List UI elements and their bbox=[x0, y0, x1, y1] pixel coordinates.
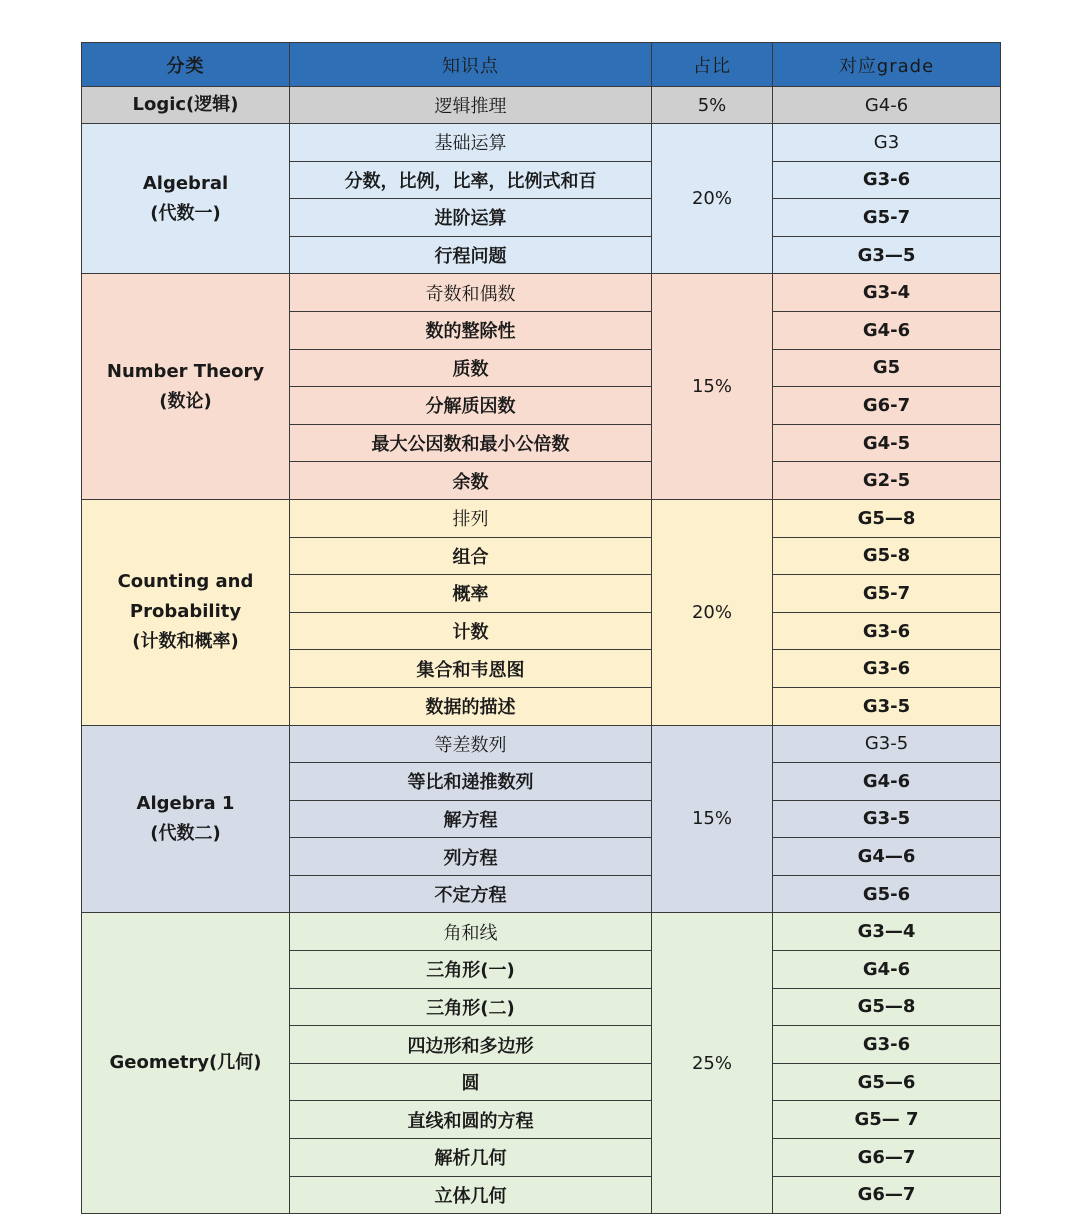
grade-cell: G3-5 bbox=[773, 687, 1001, 725]
topic-cell: 最大公因数和最小公倍数 bbox=[290, 424, 652, 462]
grade-cell: G3-4 bbox=[773, 274, 1001, 312]
category-line: Algebral bbox=[142, 172, 229, 194]
topic-cell: 解方程 bbox=[290, 800, 652, 838]
header-grade: 对应grade bbox=[773, 43, 1001, 87]
table-row bbox=[82, 274, 1001, 312]
table-row bbox=[82, 124, 1001, 162]
grade-cell: G5-6 bbox=[773, 875, 1001, 913]
category-cell bbox=[82, 725, 290, 913]
topic-cell: 数据的描述 bbox=[290, 687, 652, 725]
category-line: Number Theory bbox=[106, 360, 265, 382]
topic-cell: 角和线 bbox=[290, 913, 652, 951]
category-line: (代数一) bbox=[150, 202, 221, 224]
topic-cell: 奇数和偶数 bbox=[290, 274, 652, 312]
topic-cell: 三角形(二) bbox=[290, 988, 652, 1026]
table-body bbox=[82, 87, 1001, 1214]
topic-cell: 余数 bbox=[290, 462, 652, 500]
grade-cell: G3-5 bbox=[773, 725, 1001, 763]
grade-cell: G3-6 bbox=[773, 161, 1001, 199]
topic-cell: 等比和递推数列 bbox=[290, 763, 652, 801]
grade-cell: G5—8 bbox=[773, 988, 1001, 1026]
grade-cell: G5—6 bbox=[773, 1063, 1001, 1101]
category-line: Algebra 1 bbox=[136, 792, 235, 814]
grade-cell: G5 bbox=[773, 349, 1001, 387]
category-line: (计数和概率) bbox=[132, 631, 239, 653]
share-cell: 15% bbox=[652, 274, 773, 500]
share-cell: 20% bbox=[652, 124, 773, 274]
grade-cell: G4-6 bbox=[773, 763, 1001, 801]
grade-cell: G6—7 bbox=[773, 1176, 1001, 1214]
category-line: Probability bbox=[129, 601, 242, 623]
grade-cell: G3-6 bbox=[773, 1026, 1001, 1064]
topic-cell: 行程问题 bbox=[290, 236, 652, 274]
grade-cell: G4-6 bbox=[773, 87, 1001, 124]
topic-cell: 质数 bbox=[290, 349, 652, 387]
share-cell: 5% bbox=[652, 87, 773, 124]
topic-cell: 不定方程 bbox=[290, 875, 652, 913]
grade-cell: G3-5 bbox=[773, 800, 1001, 838]
topic-cell: 列方程 bbox=[290, 838, 652, 876]
grade-cell: G4-6 bbox=[773, 951, 1001, 989]
table-row bbox=[82, 725, 1001, 763]
share-cell: 15% bbox=[652, 725, 773, 913]
header-category: 分类 bbox=[82, 43, 290, 87]
header-row bbox=[82, 43, 1001, 87]
grade-cell: G3-6 bbox=[773, 612, 1001, 650]
grade-cell: G3—4 bbox=[773, 913, 1001, 951]
grade-cell: G4-5 bbox=[773, 424, 1001, 462]
topic-cell: 基础运算 bbox=[290, 124, 652, 162]
category-cell: Logic(逻辑) bbox=[82, 87, 290, 124]
curriculum-table bbox=[81, 42, 1001, 1214]
category-line: Geometry(几何) bbox=[109, 1052, 262, 1074]
topic-cell: 集合和韦恩图 bbox=[290, 650, 652, 688]
topic-cell: 立体几何 bbox=[290, 1176, 652, 1214]
topic-cell: 圆 bbox=[290, 1063, 652, 1101]
share-cell: 25% bbox=[652, 913, 773, 1214]
table-row bbox=[82, 913, 1001, 951]
grade-cell: G3—5 bbox=[773, 236, 1001, 274]
grade-cell: G5—8 bbox=[773, 499, 1001, 537]
category-cell bbox=[82, 274, 290, 500]
category-line: (代数二) bbox=[150, 822, 221, 844]
grade-cell: G4-6 bbox=[773, 311, 1001, 349]
grade-cell: G2-5 bbox=[773, 462, 1001, 500]
topic-cell: 计数 bbox=[290, 612, 652, 650]
topic-cell: 解析几何 bbox=[290, 1139, 652, 1177]
topic-cell: 进阶运算 bbox=[290, 199, 652, 237]
topic-cell: 组合 bbox=[290, 537, 652, 575]
category-cell bbox=[82, 124, 290, 274]
table-row bbox=[82, 499, 1001, 537]
grade-cell: G6-7 bbox=[773, 387, 1001, 425]
header-topic: 知识点 bbox=[290, 43, 652, 87]
table-row bbox=[82, 87, 1001, 124]
topic-cell: 分解质因数 bbox=[290, 387, 652, 425]
grade-cell: G3-6 bbox=[773, 650, 1001, 688]
topic-cell: 直线和圆的方程 bbox=[290, 1101, 652, 1139]
grade-cell: G6—7 bbox=[773, 1139, 1001, 1177]
topic-cell: 分数，比例，比率，比例式和百 bbox=[290, 161, 652, 199]
grade-cell: G5-8 bbox=[773, 537, 1001, 575]
grade-cell: G5— 7 bbox=[773, 1101, 1001, 1139]
category-line: (数论) bbox=[159, 390, 212, 412]
category-line: Counting and bbox=[117, 571, 254, 593]
topic-cell: 数的整除性 bbox=[290, 311, 652, 349]
grade-cell: G4—6 bbox=[773, 838, 1001, 876]
topic-cell: 四边形和多边形 bbox=[290, 1026, 652, 1064]
topic-cell: 概率 bbox=[290, 575, 652, 613]
topic-cell: 等差数列 bbox=[290, 725, 652, 763]
topic-cell: 逻辑推理 bbox=[290, 87, 652, 124]
grade-cell: G3 bbox=[773, 124, 1001, 162]
category-cell bbox=[82, 499, 290, 725]
grade-cell: G5-7 bbox=[773, 575, 1001, 613]
grade-cell: G5-7 bbox=[773, 199, 1001, 237]
share-cell: 20% bbox=[652, 499, 773, 725]
topic-cell: 三角形(一) bbox=[290, 951, 652, 989]
header-share: 占比 bbox=[652, 43, 773, 87]
topic-cell: 排列 bbox=[290, 499, 652, 537]
category-cell bbox=[82, 913, 290, 1214]
